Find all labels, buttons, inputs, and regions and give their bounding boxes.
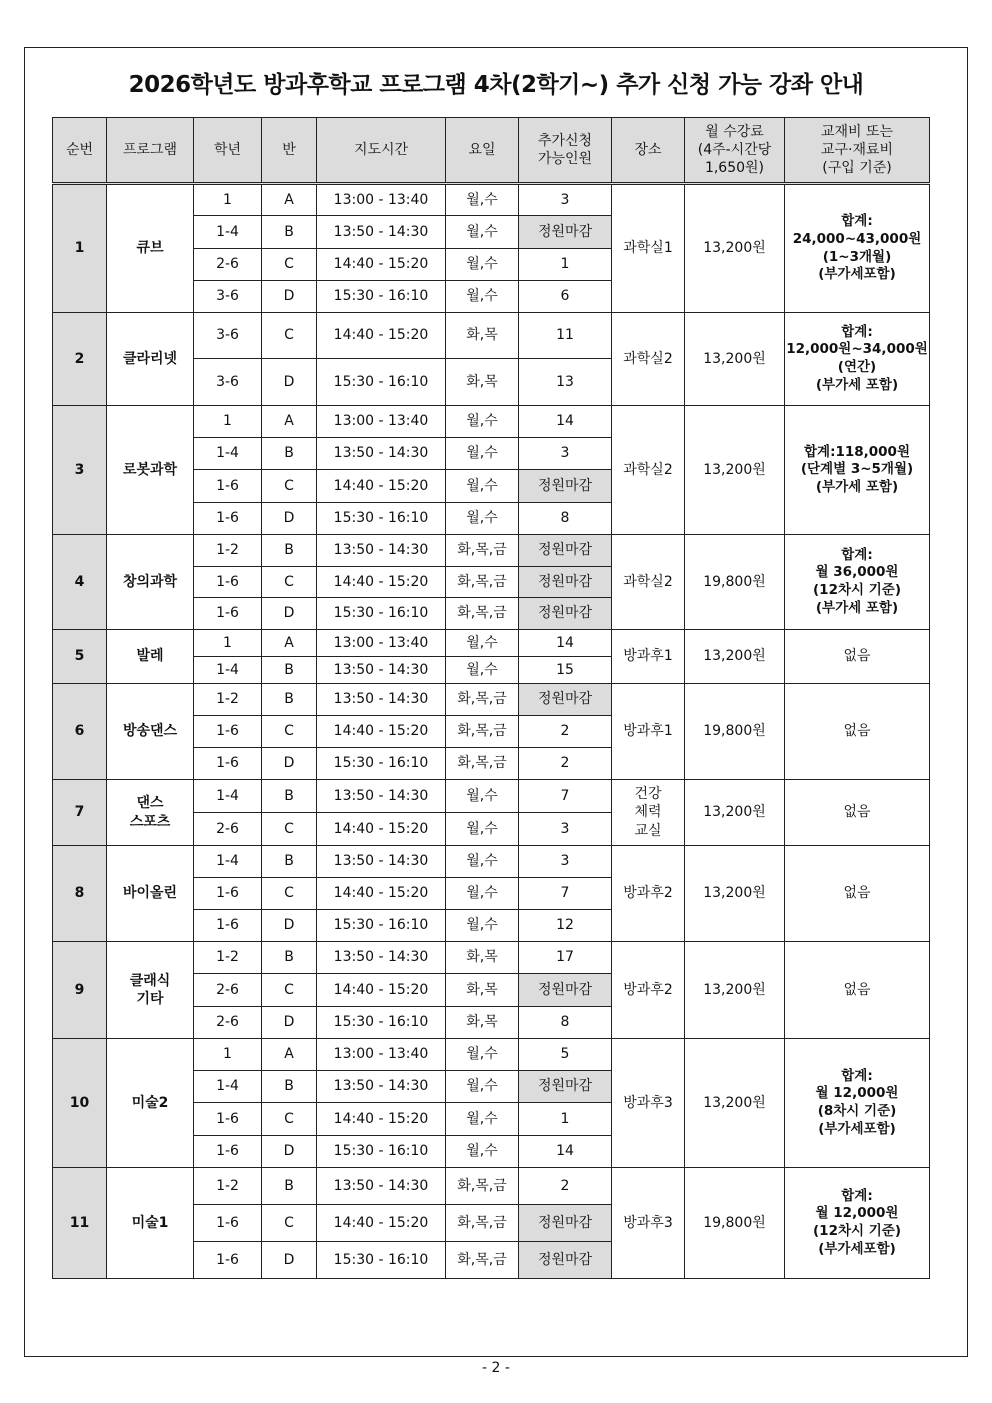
cell-day: 월,수 bbox=[446, 846, 519, 878]
cell-day: 월,수 bbox=[446, 657, 519, 684]
cell-capacity: 7 bbox=[519, 878, 612, 910]
cell-time: 14:40 - 15:20 bbox=[317, 974, 446, 1007]
cell-time: 13:50 - 14:30 bbox=[317, 780, 446, 813]
cell-grade: 1 bbox=[194, 184, 262, 216]
cell-class: B bbox=[262, 438, 317, 470]
cell-fee: 13,200원 bbox=[685, 630, 785, 684]
cell-no: 9 bbox=[53, 942, 107, 1039]
cell-class: C bbox=[262, 249, 317, 281]
cell-capacity: 정원마감 bbox=[519, 1205, 612, 1242]
cell-day: 화,목,금 bbox=[446, 567, 519, 598]
table-row bbox=[53, 313, 930, 359]
cell-material: 합계: 12,000원~34,000원 (연간) (부가세 포함) bbox=[785, 313, 930, 406]
cell-class: B bbox=[262, 216, 317, 249]
cell-time: 15:30 - 16:10 bbox=[317, 1136, 446, 1168]
header-program: 프로그램 bbox=[107, 118, 194, 184]
cell-fee: 13,200원 bbox=[685, 406, 785, 535]
header-material: 교재비 또는 교구·재료비 (구입 기준) bbox=[785, 118, 930, 184]
cell-time: 13:00 - 13:40 bbox=[317, 630, 446, 657]
cell-time: 13:50 - 14:30 bbox=[317, 846, 446, 878]
cell-capacity: 2 bbox=[519, 748, 612, 780]
cell-program: 댄스 스포츠 bbox=[107, 780, 194, 846]
table-row bbox=[53, 535, 930, 567]
cell-day: 화,목 bbox=[446, 1007, 519, 1039]
cell-capacity: 8 bbox=[519, 503, 612, 535]
cell-time: 13:00 - 13:40 bbox=[317, 406, 446, 438]
cell-day: 화,목 bbox=[446, 942, 519, 974]
cell-capacity: 8 bbox=[519, 1007, 612, 1039]
cell-class: D bbox=[262, 598, 317, 630]
cell-capacity: 정원마감 bbox=[519, 684, 612, 716]
cell-time: 15:30 - 16:10 bbox=[317, 359, 446, 406]
cell-class: D bbox=[262, 281, 317, 313]
table-body bbox=[53, 184, 930, 1279]
cell-grade: 1-6 bbox=[194, 1103, 262, 1136]
cell-capacity: 정원마감 bbox=[519, 598, 612, 630]
cell-time: 13:50 - 14:30 bbox=[317, 438, 446, 470]
cell-place: 방과후3 bbox=[612, 1039, 685, 1168]
cell-place: 방과후2 bbox=[612, 846, 685, 942]
header-capacity: 추가신청 가능인원 bbox=[519, 118, 612, 184]
cell-fee: 13,200원 bbox=[685, 942, 785, 1039]
cell-grade: 1-6 bbox=[194, 910, 262, 942]
table-row bbox=[53, 780, 930, 813]
cell-day: 화,목,금 bbox=[446, 716, 519, 748]
cell-day: 화,목 bbox=[446, 974, 519, 1007]
cell-program: 창의과학 bbox=[107, 535, 194, 630]
table-row bbox=[53, 406, 930, 438]
cell-grade: 1-4 bbox=[194, 438, 262, 470]
cell-time: 15:30 - 16:10 bbox=[317, 1242, 446, 1279]
cell-capacity: 15 bbox=[519, 657, 612, 684]
cell-day: 월,수 bbox=[446, 249, 519, 281]
cell-day: 월,수 bbox=[446, 184, 519, 216]
cell-time: 13:50 - 14:30 bbox=[317, 657, 446, 684]
cell-capacity: 정원마감 bbox=[519, 216, 612, 249]
cell-fee: 19,800원 bbox=[685, 535, 785, 630]
page-number: - 2 - bbox=[482, 1360, 510, 1376]
cell-capacity: 정원마감 bbox=[519, 1242, 612, 1279]
cell-material: 합계:118,000원 (단계별 3~5개월) (부가세 포함) bbox=[785, 406, 930, 535]
cell-grade: 1 bbox=[194, 1039, 262, 1071]
cell-grade: 2-6 bbox=[194, 249, 262, 281]
cell-grade: 1-6 bbox=[194, 878, 262, 910]
cell-no: 1 bbox=[53, 184, 107, 313]
cell-capacity: 14 bbox=[519, 1136, 612, 1168]
cell-no: 5 bbox=[53, 630, 107, 684]
cell-time: 13:00 - 13:40 bbox=[317, 1039, 446, 1071]
cell-day: 월,수 bbox=[446, 1103, 519, 1136]
cell-day: 월,수 bbox=[446, 910, 519, 942]
cell-place: 방과후1 bbox=[612, 684, 685, 780]
cell-grade: 3-6 bbox=[194, 359, 262, 406]
cell-time: 15:30 - 16:10 bbox=[317, 503, 446, 535]
cell-day: 월,수 bbox=[446, 1071, 519, 1103]
cell-program: 방송댄스 bbox=[107, 684, 194, 780]
cell-grade: 1-6 bbox=[194, 598, 262, 630]
cell-day: 월,수 bbox=[446, 281, 519, 313]
cell-capacity: 13 bbox=[519, 359, 612, 406]
cell-no: 8 bbox=[53, 846, 107, 942]
cell-class: C bbox=[262, 1103, 317, 1136]
cell-time: 13:50 - 14:30 bbox=[317, 684, 446, 716]
cell-class: B bbox=[262, 1168, 317, 1205]
header-grade: 학년 bbox=[194, 118, 262, 184]
cell-class: D bbox=[262, 503, 317, 535]
cell-day: 화,목,금 bbox=[446, 684, 519, 716]
cell-class: B bbox=[262, 1071, 317, 1103]
cell-program: 클래식 기타 bbox=[107, 942, 194, 1039]
cell-no: 2 bbox=[53, 313, 107, 406]
cell-capacity: 3 bbox=[519, 813, 612, 846]
cell-day: 월,수 bbox=[446, 813, 519, 846]
cell-day: 월,수 bbox=[446, 470, 519, 503]
cell-grade: 1-6 bbox=[194, 567, 262, 598]
cell-place: 과학실2 bbox=[612, 406, 685, 535]
cell-capacity: 1 bbox=[519, 1103, 612, 1136]
cell-no: 6 bbox=[53, 684, 107, 780]
cell-place: 과학실2 bbox=[612, 313, 685, 406]
cell-program: 로봇과학 bbox=[107, 406, 194, 535]
cell-time: 14:40 - 15:20 bbox=[317, 313, 446, 359]
cell-day: 월,수 bbox=[446, 780, 519, 813]
cell-grade: 1-6 bbox=[194, 748, 262, 780]
cell-capacity: 6 bbox=[519, 281, 612, 313]
cell-time: 13:50 - 14:30 bbox=[317, 216, 446, 249]
cell-place: 방과후1 bbox=[612, 630, 685, 684]
cell-class: B bbox=[262, 684, 317, 716]
cell-grade: 3-6 bbox=[194, 281, 262, 313]
cell-material: 없음 bbox=[785, 942, 930, 1039]
cell-class: D bbox=[262, 1007, 317, 1039]
cell-class: B bbox=[262, 657, 317, 684]
cell-no: 3 bbox=[53, 406, 107, 535]
cell-no: 7 bbox=[53, 780, 107, 846]
cell-capacity: 3 bbox=[519, 438, 612, 470]
cell-capacity: 정원마감 bbox=[519, 1071, 612, 1103]
table-row bbox=[53, 1168, 930, 1205]
cell-grade: 2-6 bbox=[194, 974, 262, 1007]
cell-day: 화,목,금 bbox=[446, 1242, 519, 1279]
cell-class: A bbox=[262, 406, 317, 438]
cell-class: D bbox=[262, 1136, 317, 1168]
cell-grade: 1-2 bbox=[194, 1168, 262, 1205]
cell-day: 월,수 bbox=[446, 878, 519, 910]
cell-time: 13:50 - 14:30 bbox=[317, 942, 446, 974]
cell-class: D bbox=[262, 359, 317, 406]
cell-day: 화,목,금 bbox=[446, 535, 519, 567]
cell-program: 미술2 bbox=[107, 1039, 194, 1168]
table-header-row bbox=[53, 118, 930, 184]
cell-fee: 13,200원 bbox=[685, 313, 785, 406]
cell-grade: 1-6 bbox=[194, 1242, 262, 1279]
cell-class: D bbox=[262, 748, 317, 780]
cell-grade: 1-6 bbox=[194, 1136, 262, 1168]
cell-grade: 1-6 bbox=[194, 1205, 262, 1242]
cell-grade: 1-4 bbox=[194, 846, 262, 878]
cell-day: 월,수 bbox=[446, 438, 519, 470]
cell-grade: 2-6 bbox=[194, 1007, 262, 1039]
table-row bbox=[53, 942, 930, 974]
cell-capacity: 14 bbox=[519, 630, 612, 657]
cell-capacity: 17 bbox=[519, 942, 612, 974]
cell-fee: 19,800원 bbox=[685, 1168, 785, 1279]
table-row bbox=[53, 684, 930, 716]
cell-program: 바이올린 bbox=[107, 846, 194, 942]
cell-place: 과학실1 bbox=[612, 184, 685, 313]
cell-time: 15:30 - 16:10 bbox=[317, 281, 446, 313]
cell-class: D bbox=[262, 1242, 317, 1279]
cell-time: 15:30 - 16:10 bbox=[317, 910, 446, 942]
cell-capacity: 정원마감 bbox=[519, 567, 612, 598]
cell-program: 발레 bbox=[107, 630, 194, 684]
cell-day: 월,수 bbox=[446, 406, 519, 438]
cell-time: 13:50 - 14:30 bbox=[317, 1071, 446, 1103]
cell-time: 15:30 - 16:10 bbox=[317, 748, 446, 780]
cell-capacity: 3 bbox=[519, 846, 612, 878]
cell-class: A bbox=[262, 630, 317, 657]
cell-material: 합계: 월 36,000원 (12차시 기준) (부가세 포함) bbox=[785, 535, 930, 630]
document-title: 2026학년도 방과후학교 프로그램 4차(2학기~) 추가 신청 가능 강좌 안내 bbox=[128, 72, 864, 98]
cell-material: 합계: 월 12,000원 (12차시 기준) (부가세포함) bbox=[785, 1168, 930, 1279]
cell-material: 없음 bbox=[785, 630, 930, 684]
cell-day: 화,목,금 bbox=[446, 1205, 519, 1242]
program-table bbox=[52, 117, 930, 1279]
cell-capacity: 14 bbox=[519, 406, 612, 438]
cell-material: 없음 bbox=[785, 684, 930, 780]
cell-class: C bbox=[262, 878, 317, 910]
cell-class: C bbox=[262, 974, 317, 1007]
cell-grade: 1-4 bbox=[194, 780, 262, 813]
cell-day: 화,목 bbox=[446, 359, 519, 406]
cell-capacity: 5 bbox=[519, 1039, 612, 1071]
cell-capacity: 정원마감 bbox=[519, 535, 612, 567]
cell-class: C bbox=[262, 313, 317, 359]
cell-material: 없음 bbox=[785, 846, 930, 942]
cell-class: B bbox=[262, 846, 317, 878]
cell-capacity: 3 bbox=[519, 184, 612, 216]
cell-day: 월,수 bbox=[446, 1136, 519, 1168]
cell-time: 14:40 - 15:20 bbox=[317, 249, 446, 281]
table-row bbox=[53, 1039, 930, 1071]
cell-time: 14:40 - 15:20 bbox=[317, 716, 446, 748]
cell-class: C bbox=[262, 716, 317, 748]
cell-time: 15:30 - 16:10 bbox=[317, 598, 446, 630]
cell-class: C bbox=[262, 813, 317, 846]
cell-day: 화,목,금 bbox=[446, 1168, 519, 1205]
cell-class: C bbox=[262, 567, 317, 598]
cell-day: 화,목 bbox=[446, 313, 519, 359]
cell-grade: 3-6 bbox=[194, 313, 262, 359]
cell-capacity: 7 bbox=[519, 780, 612, 813]
header-no: 순번 bbox=[53, 118, 107, 184]
cell-class: C bbox=[262, 1205, 317, 1242]
cell-grade: 1-6 bbox=[194, 503, 262, 535]
cell-day: 월,수 bbox=[446, 503, 519, 535]
table-row bbox=[53, 630, 930, 657]
cell-program: 미술1 bbox=[107, 1168, 194, 1279]
cell-capacity: 2 bbox=[519, 716, 612, 748]
cell-class: A bbox=[262, 184, 317, 216]
cell-grade: 1-6 bbox=[194, 716, 262, 748]
cell-time: 14:40 - 15:20 bbox=[317, 1103, 446, 1136]
cell-material: 합계: 24,000~43,000원 (1~3개월) (부가세포함) bbox=[785, 184, 930, 313]
cell-place: 방과후3 bbox=[612, 1168, 685, 1279]
header-place: 장소 bbox=[612, 118, 685, 184]
cell-fee: 13,200원 bbox=[685, 846, 785, 942]
cell-no: 11 bbox=[53, 1168, 107, 1279]
cell-capacity: 12 bbox=[519, 910, 612, 942]
cell-capacity: 2 bbox=[519, 1168, 612, 1205]
cell-time: 14:40 - 15:20 bbox=[317, 813, 446, 846]
cell-grade: 1-4 bbox=[194, 216, 262, 249]
header-day: 요일 bbox=[446, 118, 519, 184]
cell-no: 4 bbox=[53, 535, 107, 630]
cell-day: 월,수 bbox=[446, 216, 519, 249]
cell-time: 13:00 - 13:40 bbox=[317, 184, 446, 216]
cell-program: 클라리넷 bbox=[107, 313, 194, 406]
cell-place: 방과후2 bbox=[612, 942, 685, 1039]
cell-fee: 19,800원 bbox=[685, 684, 785, 780]
cell-time: 14:40 - 15:20 bbox=[317, 470, 446, 503]
cell-fee: 13,200원 bbox=[685, 184, 785, 313]
cell-time: 14:40 - 15:20 bbox=[317, 567, 446, 598]
cell-grade: 1 bbox=[194, 630, 262, 657]
cell-grade: 1-4 bbox=[194, 657, 262, 684]
cell-class: D bbox=[262, 910, 317, 942]
cell-capacity: 정원마감 bbox=[519, 974, 612, 1007]
cell-grade: 1-4 bbox=[194, 1071, 262, 1103]
cell-time: 14:40 - 15:20 bbox=[317, 1205, 446, 1242]
cell-material: 합계: 월 12,000원 (8차시 기준) (부가세포함) bbox=[785, 1039, 930, 1168]
cell-grade: 1-2 bbox=[194, 535, 262, 567]
cell-capacity: 11 bbox=[519, 313, 612, 359]
cell-class: C bbox=[262, 470, 317, 503]
cell-time: 14:40 - 15:20 bbox=[317, 878, 446, 910]
cell-class: B bbox=[262, 535, 317, 567]
cell-time: 13:50 - 14:30 bbox=[317, 535, 446, 567]
cell-grade: 1-6 bbox=[194, 470, 262, 503]
cell-capacity: 1 bbox=[519, 249, 612, 281]
cell-place: 건강 체력 교실 bbox=[612, 780, 685, 846]
cell-time: 15:30 - 16:10 bbox=[317, 1007, 446, 1039]
cell-time: 13:50 - 14:30 bbox=[317, 1168, 446, 1205]
cell-material: 없음 bbox=[785, 780, 930, 846]
header-time: 지도시간 bbox=[317, 118, 446, 184]
cell-day: 월,수 bbox=[446, 1039, 519, 1071]
table-row bbox=[53, 184, 930, 216]
cell-grade: 1-2 bbox=[194, 684, 262, 716]
header-fee: 월 수강료 (4주-시간당 1,650원) bbox=[685, 118, 785, 184]
cell-no: 10 bbox=[53, 1039, 107, 1168]
cell-fee: 13,200원 bbox=[685, 780, 785, 846]
cell-grade: 2-6 bbox=[194, 813, 262, 846]
cell-place: 과학실2 bbox=[612, 535, 685, 630]
cell-class: B bbox=[262, 942, 317, 974]
cell-capacity: 정원마감 bbox=[519, 470, 612, 503]
table-row bbox=[53, 846, 930, 878]
cell-class: B bbox=[262, 780, 317, 813]
cell-grade: 1 bbox=[194, 406, 262, 438]
header-class: 반 bbox=[262, 118, 317, 184]
cell-fee: 13,200원 bbox=[685, 1039, 785, 1168]
cell-class: A bbox=[262, 1039, 317, 1071]
cell-day: 화,목,금 bbox=[446, 748, 519, 780]
cell-grade: 1-2 bbox=[194, 942, 262, 974]
cell-program: 큐브 bbox=[107, 184, 194, 313]
cell-day: 화,목,금 bbox=[446, 598, 519, 630]
cell-day: 월,수 bbox=[446, 630, 519, 657]
